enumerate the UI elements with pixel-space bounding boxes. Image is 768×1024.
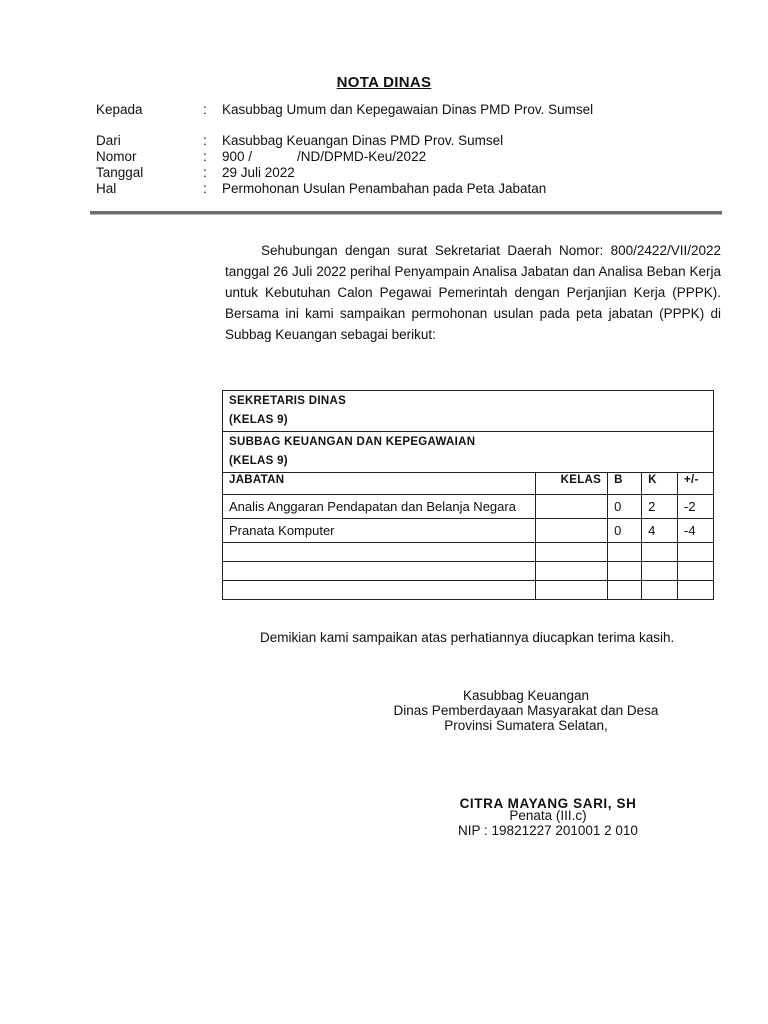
empty-cell <box>642 581 678 600</box>
empty-cell <box>608 543 642 562</box>
header-separator: : <box>203 165 207 180</box>
empty-cell <box>608 562 642 581</box>
cell-k: 2 <box>642 495 678 519</box>
header-label: Tanggal <box>96 165 144 180</box>
header-label: Dari <box>96 133 121 148</box>
header-separator: : <box>203 149 207 164</box>
cell-jabatan: Analis Anggaran Pendapatan dan Belanja Negara <box>223 495 536 519</box>
header-separator: : <box>203 102 207 117</box>
header-value: 900 / /ND/DPMD-Keu/2022 <box>222 149 427 164</box>
column-header-kelas: KELAS <box>536 473 608 495</box>
body-paragraph <box>225 240 721 345</box>
header-value: Kasubbag Keuangan Dinas PMD Prov. Sumsel <box>222 133 504 148</box>
cell-diff: -4 <box>678 519 714 543</box>
empty-cell <box>642 562 678 581</box>
signature-agency: Dinas Pemberdayaan Masyarakat dan Desa <box>393 703 659 718</box>
unit-cell-sekretaris <box>223 391 714 432</box>
signature-title: Kasubbag Keuangan <box>462 688 590 703</box>
table-unit-row <box>223 391 714 432</box>
header-label: Nomor <box>96 149 137 164</box>
cell-b: 0 <box>608 495 642 519</box>
table-row-empty <box>223 543 714 562</box>
signature-province: Provinsi Sumatera Selatan, <box>444 718 608 733</box>
header-value: 29 Juli 2022 <box>222 165 295 180</box>
column-header-diff: +/- <box>678 473 714 495</box>
cell-b: 0 <box>608 519 642 543</box>
cell-kelas <box>536 495 608 519</box>
empty-cell <box>642 543 678 562</box>
header-separator: : <box>203 133 207 148</box>
header-divider <box>90 211 722 215</box>
empty-cell <box>536 581 608 600</box>
unit-class: (KELAS 9) <box>229 414 288 426</box>
column-header-b: B <box>608 473 642 495</box>
header-label: Kepada <box>96 102 143 117</box>
empty-cell <box>223 581 536 600</box>
empty-cell <box>678 543 714 562</box>
closing-sentence: Demikian kami sampaikan atas perhatiannya diucapkan terima kasih. <box>260 630 675 645</box>
cell-diff: -2 <box>678 495 714 519</box>
unit-name: SUBBAG KEUANGAN DAN KEPEGAWAIAN <box>229 436 476 448</box>
table-row-empty <box>223 581 714 600</box>
document-title: NOTA DINAS <box>336 74 432 91</box>
signatory-nip: NIP : 19821227 201001 2 010 <box>458 823 638 838</box>
body-paragraph-text: Sehubungan dengan surat Sekretariat Daerah Nomor: 800/2422/VII/2022 tanggal 26 Juli 2022 perihal Penyampain Analisa Jabatan dan Analisa Beban Kerja untuk Kebutuhan Calon Pegawai Pemerintah dengan Perjanjian Kerja (PPPK). Bersama ini kami sampaikan permohonan usulan pada peta jabatan (PPPK) di Subbag Keuangan sebagai berikut: <box>225 243 721 342</box>
signatory-name: CITRA MAYANG SARI, SH <box>459 796 637 811</box>
column-header-jabatan: JABATAN <box>223 473 536 495</box>
empty-cell <box>608 581 642 600</box>
table-row <box>223 519 714 543</box>
cell-k: 4 <box>642 519 678 543</box>
column-header-k: K <box>642 473 678 495</box>
empty-cell <box>678 562 714 581</box>
empty-cell <box>678 581 714 600</box>
table-row <box>223 495 714 519</box>
header-value: Kasubbag Umum dan Kepegawaian Dinas PMD Prov. Sumsel <box>222 102 594 117</box>
header-separator: : <box>203 181 207 196</box>
unit-class: (KELAS 9) <box>229 455 288 467</box>
empty-cell <box>536 562 608 581</box>
header-value: Permohonan Usulan Penambahan pada Peta Jabatan <box>222 181 547 196</box>
cell-jabatan: Pranata Komputer <box>223 519 536 543</box>
header-label: Hal <box>96 181 117 196</box>
unit-name: SEKRETARIS DINAS <box>229 395 347 407</box>
table-unit-row <box>223 432 714 473</box>
position-table <box>222 390 714 600</box>
empty-cell <box>536 543 608 562</box>
cell-kelas <box>536 519 608 543</box>
empty-cell <box>223 543 536 562</box>
empty-cell <box>223 562 536 581</box>
table-header-row <box>223 473 714 495</box>
unit-cell-subbag <box>223 432 714 473</box>
signatory-rank: Penata (III.c) <box>509 808 587 823</box>
table-row-empty <box>223 562 714 581</box>
